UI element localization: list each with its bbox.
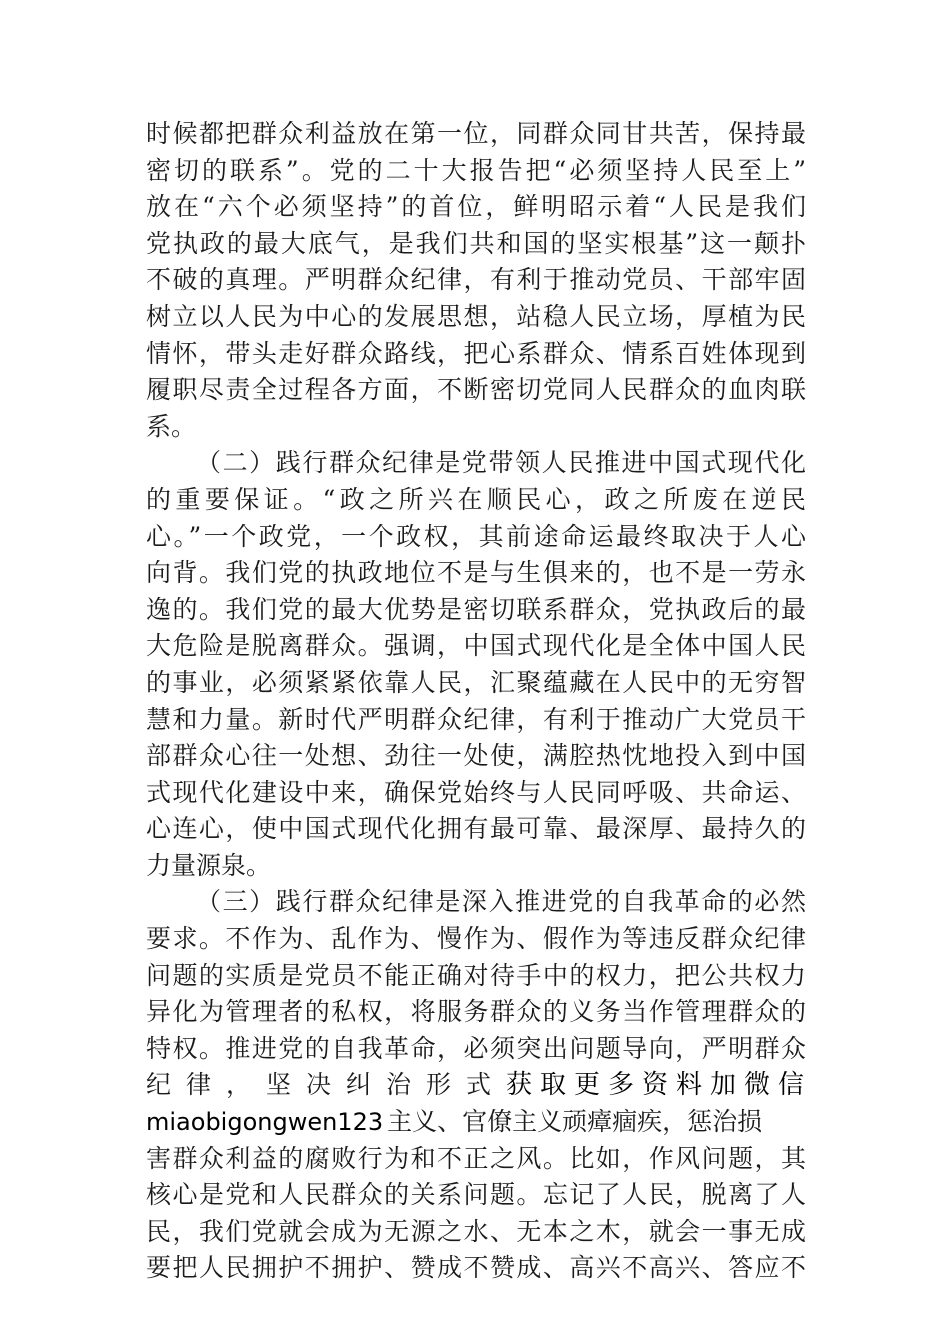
text-line: 问题的实质是党员不能正确对待手中的权力，把公共权力 <box>146 960 806 990</box>
text-line: 心连心，使中国式现代化拥有最可靠、最深厚、最持久的 <box>146 814 806 844</box>
section-heading-line: （二）践行群众纪律是党带领人民推进中国式现代化 <box>196 448 806 478</box>
text-line: 密切的联系”。党的二十大报告把“必须坚持人民至上” <box>146 155 806 185</box>
text-line: 放在“六个必须坚持”的首位，鲜明昭示着“人民是我们 <box>146 192 806 222</box>
body-text <box>146 116 806 1287</box>
text-line: 时候都把群众利益放在第一位，同群众同甘共苦，保持最 <box>146 119 806 148</box>
text-line: 向背。我们党的执政地位不是与生俱来的，也不是一劳永 <box>146 558 806 588</box>
section-heading-line: （三）践行群众纪律是深入推进党的自我革命的必然 <box>196 887 806 917</box>
text-line: 履职尽责全过程各方面，不断密切党同人民群众的血肉联 <box>146 375 806 405</box>
mixed-text-line <box>146 1067 806 1104</box>
text-line: 系。 <box>146 411 197 441</box>
text-line: 要把人民拥护不拥护、赞成不赞成、高兴不高兴、答应不 <box>146 1253 806 1283</box>
mixed-text-line <box>146 1104 806 1141</box>
text-line: 慧和力量。新时代严明群众纪律，有利于推动广大党员干 <box>146 704 806 734</box>
text-line: 大危险是脱离群众。强调，中国式现代化是全体中国人民 <box>146 631 806 661</box>
text-line: 心。”一个政党，一个政权，其前途命运最终取决于人心 <box>146 521 806 551</box>
text-line: 害群众利益的腐败行为和不正之风。比如，作风问题，其 <box>146 1143 806 1173</box>
text-line: 部群众心往一处想、劲往一处使，满腔热忱地投入到中国 <box>146 741 806 771</box>
text-line: 树立以人民为中心的发展思想，站稳人民立场，厚植为民 <box>146 301 806 331</box>
text-line: 的事业，必须紧紧依靠人民，汇聚蕴藏在人民中的无穷智 <box>146 667 806 697</box>
text-line: 逸的。我们党的最大优势是密切联系群众，党执政后的最 <box>146 594 806 624</box>
text-line: 情怀，带头走好群众路线，把心系群众、情系百姓体现到 <box>146 338 806 368</box>
promo-text: 获取更多资料加微信 <box>505 1070 806 1101</box>
text-line: 不破的真理。严明群众纪律，有利于推动党员、干部牢固 <box>146 265 806 295</box>
text-line: 党执政的最大底气，是我们共和国的坚实根基”这一颠扑 <box>146 228 806 258</box>
text-segment: 纪律，坚决纠治形式 <box>146 1070 506 1100</box>
text-line: 核心是党和人民群众的关系问题。忘记了人民，脱离了人 <box>146 1180 806 1210</box>
text-segment: 主义、官僚主义顽瘴痼疾，惩治损 <box>387 1107 763 1137</box>
text-line: 要求。不作为、乱作为、慢作为、假作为等违反群众纪律 <box>146 924 806 954</box>
text-line: 的重要保证。“政之所兴在顺民心，政之所废在逆民 <box>146 484 806 514</box>
text-line: 力量源泉。 <box>146 850 272 880</box>
text-line: 特权。推进党的自我革命，必须突出问题导向，严明群众 <box>146 1033 806 1063</box>
promo-wechat-id: miaobigongwen123 <box>146 1108 384 1137</box>
text-line: 异化为管理者的私权，将服务群众的义务当作管理群众的 <box>146 997 806 1027</box>
text-line: 式现代化建设中来，确保党始终与人民同呼吸、共命运、 <box>146 777 806 807</box>
text-line: 民，我们党就会成为无源之水、无本之木，就会一事无成 <box>146 1216 806 1246</box>
